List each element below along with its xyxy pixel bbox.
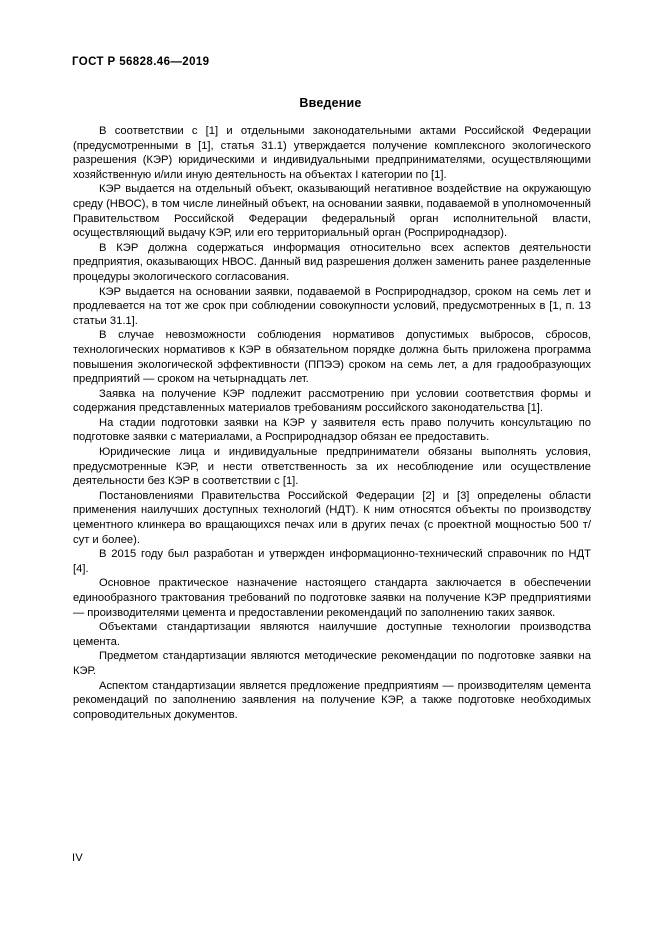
paragraph: Аспектом стандартизации является предложение предприятиям — производителям цемента рекомендаций по заполнению заявления на получение КЭР, а также подготовке необходимых сопроводительных документов. <box>73 679 591 721</box>
paragraph: КЭР выдается на отдельный объект, оказывающий негативное воздействие на окружающую среду (НВОС), в том числе линейный объект, на основании заявки, подаваемой в уполномоченный Правительством Российской Федерации федеральный орган исполнительной власти, осуществляющий выдачу КЭР, или его территориальный орган (Росприроднадзор). <box>73 183 591 240</box>
page-number: IV <box>72 852 83 864</box>
paragraph: В соответствии с [1] и отдельными законодательными актами Российской Федерации (предусмотренными в [1], статья 31.1) утверждается получение комплексного экологического разрешения (КЭР) юридическими и индивидуальными предпринимателями, осуществляющими хозяйственную и/или иную деятельность на объектах I категории по [1]. <box>73 125 591 181</box>
paragraph: Юридические лица и индивидуальные предприниматели обязаны выполнять условия, предусмотренные КЭР, и нести ответственность за их несоблюдение или осуществление деятельности без КЭР в соответствии с [1]. <box>73 446 591 488</box>
paragraph: Постановлениями Правительства Российской Федерации [2] и [3] определены области применения наилучших доступных технологий (НДТ). К ним относятся объекты по производству цементного клинкера во вращающихся печах или в других печах (с проектной мощностью 500 т/сут и более). <box>73 489 591 546</box>
introduction-body <box>73 124 591 722</box>
paragraph: Заявка на получение КЭР подлежит рассмотрению при условии соответствия формы и содержания представленных материалов требованиям российского законодательства [1]. <box>73 387 591 415</box>
paragraph: В случае невозможности соблюдения нормативов допустимых выбросов, сбросов, технологических нормативов к КЭР в обязательном порядке должна быть приложена программа повышения экологической эффективности (ППЭЭ) сроком на семь лет, а для градообразующих предприятий — сроком на четырнадцать лет. <box>73 329 591 386</box>
paragraph: В 2015 году был разработан и утвержден информационно-технический справочник по НДТ [4]. <box>73 548 591 575</box>
page-title: Введение <box>299 96 362 110</box>
paragraph: На стадии подготовки заявки на КЭР у заявителя есть право получить консультацию по подготовке заявки с материалами, а Росприроднадзор обязан ее предоставить. <box>73 416 591 444</box>
paragraph: КЭР выдается на основании заявки, подаваемой в Росприроднадзор, сроком на семь лет и продлевается на тот же срок при соблюдении совокупности условий, предусмотренных в [1, п. 13 статьи 31.1]. <box>73 285 591 327</box>
standard-number: ГОСТ Р 56828.46—2019 <box>72 56 210 68</box>
paragraph: Объектами стандартизации являются наилучшие доступные технологии производства цемента. <box>73 621 591 648</box>
paragraph: Предметом стандартизации являются методические рекомендации по подготовке заявки на КЭР. <box>73 650 591 677</box>
paragraph: Основное практическое назначение настоящего стандарта заключается в обеспечении единообразного трактования требований по подготовке заявки на получение КЭР предприятиями — производителями цемента и предоставлении рекомендаций по заполнению таких заявок. <box>73 577 591 619</box>
paragraph: В КЭР должна содержаться информация относительно всех аспектов деятельности предприятия, оказывающих НВОС. Данный вид разрешения должен заменить ранее разделенные процедуры экологического согласования. <box>73 241 591 283</box>
